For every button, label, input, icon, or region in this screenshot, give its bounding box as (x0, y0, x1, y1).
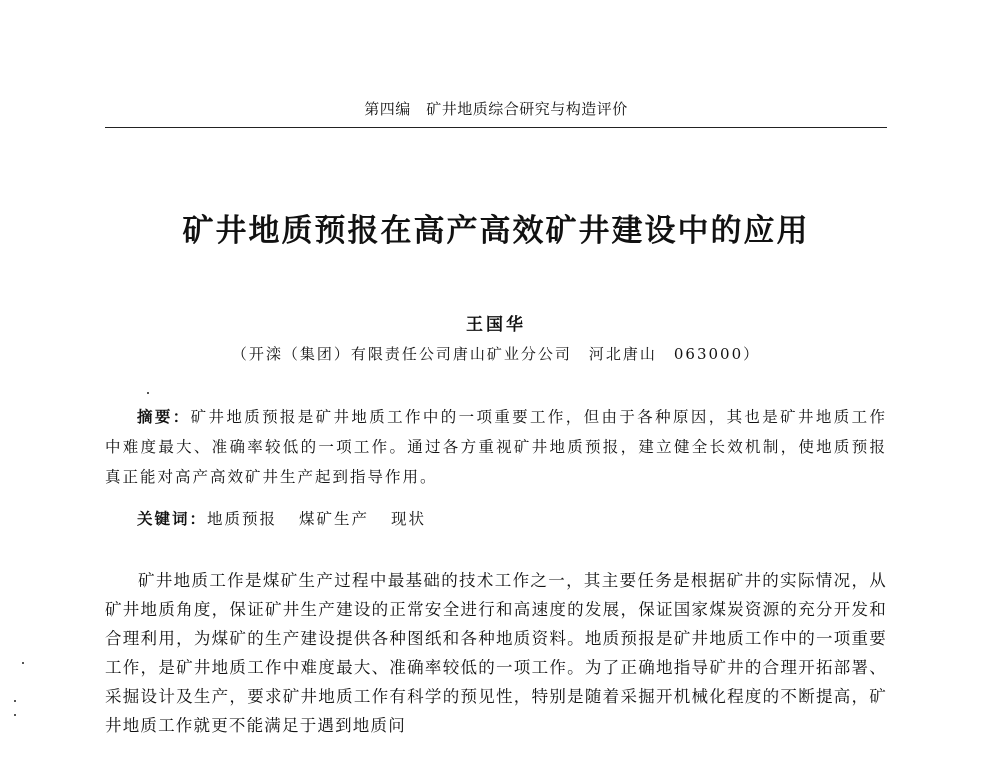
scan-speck (22, 662, 24, 664)
keywords-label: 关键词： (137, 510, 208, 528)
abstract-label: 摘要： (137, 408, 191, 426)
scan-speck (14, 714, 16, 716)
keyword: 地质预报 (207, 510, 278, 528)
abstract (105, 402, 887, 492)
keywords (137, 507, 887, 529)
author-name: 王国华 (466, 315, 526, 335)
paper-title: 矿井地质预报在高产高效矿井建设中的应用 (182, 213, 810, 249)
author-affiliation: （开滦（集团）有限责任公司唐山矿业分公司 河北唐山 063000） (231, 345, 761, 363)
keyword: 现状 (391, 510, 427, 528)
header-rule (105, 127, 887, 128)
scan-speck (147, 392, 149, 394)
running-header: 第四编 矿井地质综合研究与构造评价 (364, 100, 628, 118)
keyword: 煤矿生产 (299, 510, 370, 528)
scan-speck (14, 700, 16, 702)
abstract-text: 矿井地质预报是矿井地质工作中的一项重要工作，但由于各种原因，其也是矿井地质工作中难度最大、准确率较低的一项工作。通过各方重视矿井地质预报，建立健全长效机制，使地质预报真正能对高产高效矿井生产起到指导作用。 (105, 408, 887, 486)
body-paragraph: 矿井地质工作是煤矿生产过程中最基础的技术工作之一，其主要任务是根据矿井的实际情况，从矿井地质角度，保证矿井生产建设的正常安全进行和高速度的发展，保证国家煤炭资源的充分开发和合理利用，为煤矿的生产建设提供各种图纸和各种地质资料。地质预报是矿井地质工作中的一项重要工作，是矿井地质工作中难度最大、准确率较低的一项工作。为了正确地指导矿井的合理开拓部署、采掘设计及生产，要求矿井地质工作有科学的预见性，特别是随着采掘开机械化程度的不断提高，矿井地质工作就更不能满足于遇到地质问 (105, 571, 887, 735)
